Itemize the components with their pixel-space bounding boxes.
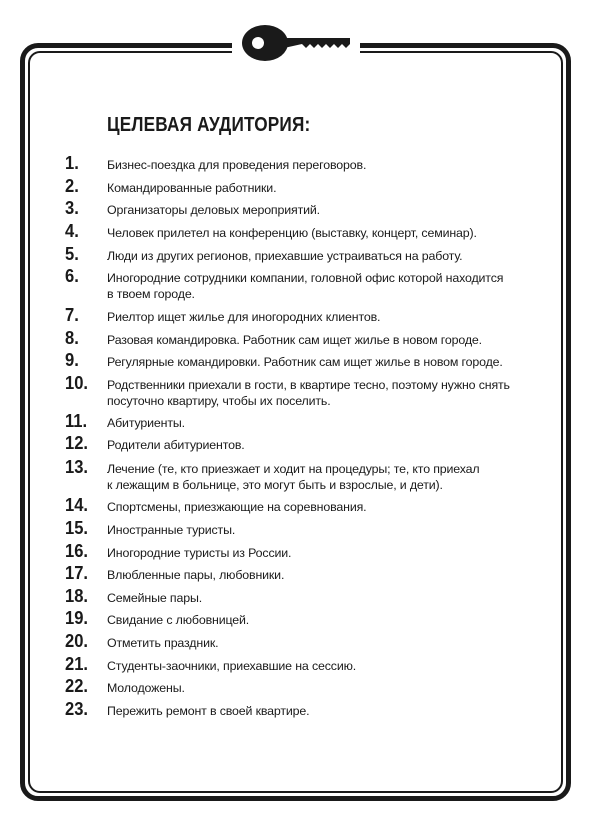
item-number: 19. xyxy=(65,608,89,628)
item-text: Люди из других регионов, приехавшие устраиваться на работу. xyxy=(107,249,463,263)
item-number: 17. xyxy=(65,563,89,583)
item-text: Иногородние сотрудники компании, головной офис которой находится в твоем городе. xyxy=(107,271,504,301)
item-text: Родственники приехали в гости, в квартире тесно, поэтому нужно снять посуточно квартиру, чтобы их поселить. xyxy=(107,378,510,408)
item-number: 2. xyxy=(65,176,79,196)
item-number: 4. xyxy=(65,221,79,241)
item-number: 9. xyxy=(65,350,79,370)
item-text: Абитуриенты. xyxy=(107,416,185,430)
item-text: Лечение (те, кто приезжает и ходит на процедуры; те, кто приехал к лежащим в больнице, это могут быть и взрослые, и дети). xyxy=(107,462,480,492)
item-text: Свидание с любовницей. xyxy=(107,613,250,627)
item-number: 15. xyxy=(65,518,89,538)
item-text: Влюбленные пары, любовники. xyxy=(107,568,285,582)
item-text: Родители абитуриентов. xyxy=(107,438,245,452)
item-number: 10. xyxy=(65,373,89,393)
item-number: 23. xyxy=(65,699,89,719)
item-number: 20. xyxy=(65,631,89,651)
item-number: 8. xyxy=(65,328,79,348)
item-number: 16. xyxy=(65,541,89,561)
item-text: Отметить праздник. xyxy=(107,636,219,650)
item-number: 1. xyxy=(65,153,79,173)
item-text: Человек прилетел на конференцию (выставку, концерт, семинар). xyxy=(107,226,477,240)
item-number: 14. xyxy=(65,495,89,515)
item-number: 3. xyxy=(65,198,79,218)
item-number: 12. xyxy=(65,433,89,453)
item-number: 22. xyxy=(65,676,89,696)
item-number: 7. xyxy=(65,305,79,325)
item-number: 18. xyxy=(65,586,89,606)
item-text: Пережить ремонт в своей квартире. xyxy=(107,704,310,718)
item-number: 6. xyxy=(65,266,79,286)
item-text: Студенты-заочники, приехавшие на сессию. xyxy=(107,659,357,673)
item-text: Иногородние туристы из России. xyxy=(107,546,292,560)
item-text: Спортсмены, приезжающие на соревнования. xyxy=(107,500,367,514)
item-number: 21. xyxy=(65,654,89,674)
item-text: Разовая командировка. Работник сам ищет жилье в новом городе. xyxy=(107,333,482,347)
page-title: ЦЕЛЕВАЯ АУДИТОРИЯ: xyxy=(107,114,311,136)
item-number: 5. xyxy=(65,244,79,264)
item-number: 13. xyxy=(65,457,89,477)
item-number: 11. xyxy=(65,411,88,431)
item-text: Семейные пары. xyxy=(107,591,202,605)
key-icon xyxy=(232,14,360,72)
item-text: Командированные работники. xyxy=(107,181,277,195)
item-text: Бизнес-поездка для проведения переговоров. xyxy=(107,158,367,172)
item-text: Регулярные командировки. Работник сам ищет жилье в новом городе. xyxy=(107,355,503,369)
item-text: Организаторы деловых мероприятий. xyxy=(107,203,320,217)
item-text: Молодожены. xyxy=(107,681,185,695)
item-text: Иностранные туристы. xyxy=(107,523,236,537)
item-text: Риелтор ищет жилье для иногородних клиентов. xyxy=(107,310,381,324)
